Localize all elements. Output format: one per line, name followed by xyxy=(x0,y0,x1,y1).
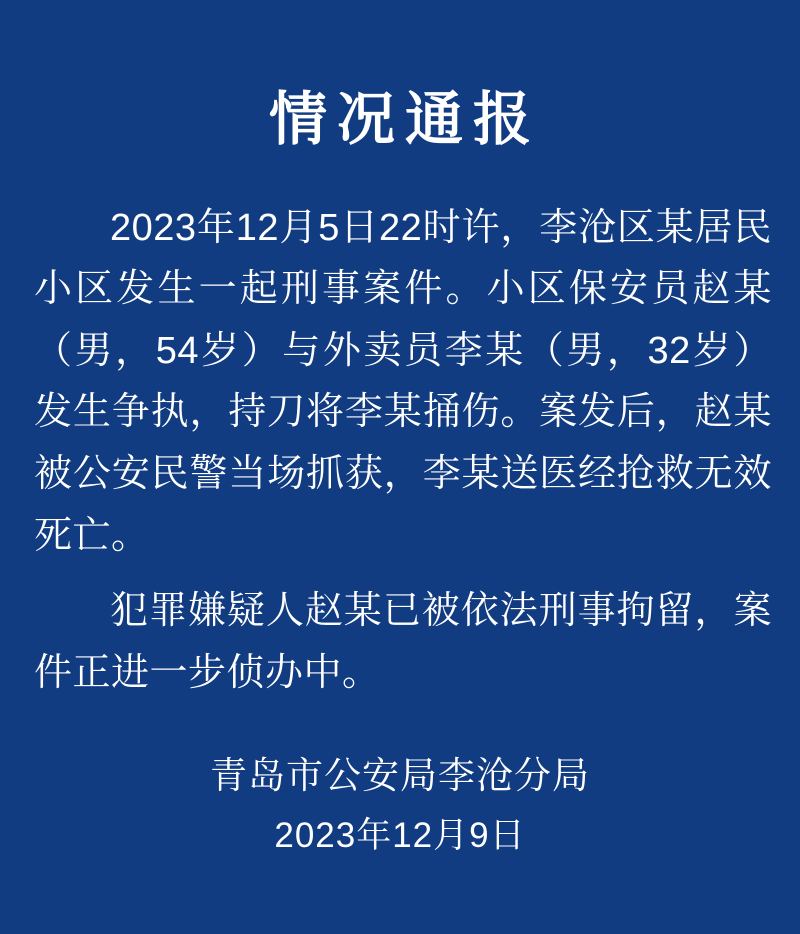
signature-block xyxy=(0,748,800,934)
issue-date: 2023年12月9日 xyxy=(274,815,526,855)
page-title: 情况通报 xyxy=(268,85,541,153)
body-paragraph-2: 犯罪嫌疑人赵某已被依法刑事拘留，案件正进一步侦办中。 xyxy=(34,590,772,694)
body-paragraph-1: 2023年12月5日22时许，李沧区某居民小区发生一起刑事案件。小区保安员赵某（男，54岁）与外卖员李某（男，32岁）发生争执，持刀将李某捅伤。案发后，赵某被公安民警当场抓获，李某送医经抢救无效死亡。 xyxy=(34,206,772,557)
issuing-organization: 青岛市公安局李沧分局 xyxy=(210,755,590,796)
layout-spacer xyxy=(0,718,800,748)
announcement-body xyxy=(0,198,800,718)
